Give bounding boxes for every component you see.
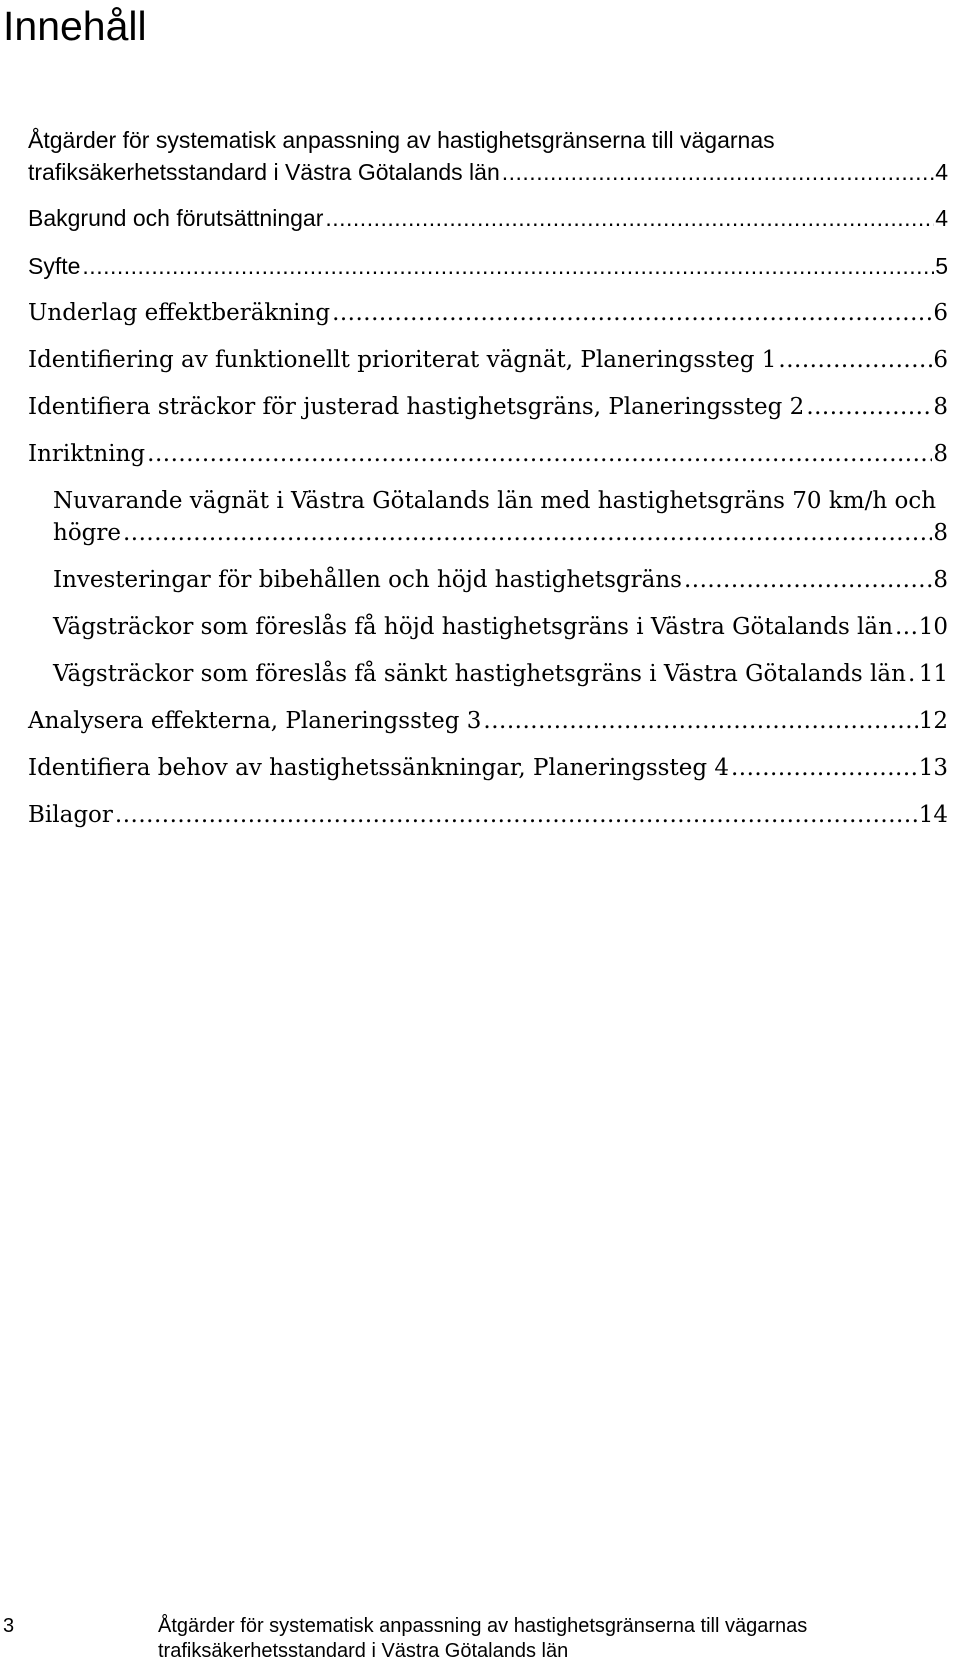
toc-page-number: 13 [918, 755, 948, 781]
toc-entry-syfte[interactable] [28, 250, 948, 282]
toc-entry-label: Syfte [28, 253, 81, 279]
dot-leader [806, 391, 932, 423]
toc-entry-label: Investeringar för bibehållen och höjd hastighetsgräns [53, 567, 682, 593]
toc-page-number: 14 [918, 802, 948, 828]
toc-entry-analysera[interactable] [28, 705, 948, 737]
toc-entry-hojd-hastighetsgrans[interactable] [53, 611, 948, 643]
toc-entry-label: trafiksäkerhetsstandard i Västra Götalands län [28, 159, 500, 185]
dot-leader [325, 202, 934, 234]
toc-entry-label: Bilagor [28, 802, 113, 828]
toc-page-number: 8 [933, 567, 948, 593]
toc-page-number: 6 [933, 300, 948, 326]
toc-entry-label: Identifiera sträckor för justerad hastighetsgräns, Planeringssteg 2 [28, 394, 805, 420]
toc-entry-underlag[interactable] [28, 297, 948, 329]
dot-leader [684, 564, 932, 596]
dot-leader [82, 250, 934, 282]
dot-leader [731, 752, 918, 784]
toc-entry-bilagor[interactable] [28, 799, 948, 831]
dot-leader [123, 517, 932, 549]
toc-entry-label: Vägsträckor som föreslås få sänkt hastighetsgräns i Västra Götalands län [53, 661, 906, 687]
footer-title: Åtgärder för systematisk anpassning av hastighetsgränserna till vägarnas trafiksäkerhetsstandard i Västra Götalands län [158, 1615, 808, 1662]
dot-leader [147, 438, 932, 470]
dot-leader [778, 344, 932, 376]
toc-page-number: 8 [933, 394, 948, 420]
toc-page-number: 6 [933, 347, 948, 373]
toc-entry-label: Vägsträckor som föreslås få höjd hastighetsgräns i Västra Götalands län [53, 614, 893, 640]
toc-entry-inriktning[interactable] [28, 438, 948, 470]
footer-page-number: 3 [3, 1615, 15, 1637]
dot-leader [895, 611, 918, 643]
toc-page-number: 8 [933, 520, 948, 546]
toc-page-number: 8 [933, 441, 948, 467]
toc-page-number: 11 [918, 661, 948, 687]
toc-entry-atgarder[interactable] [28, 124, 948, 188]
toc-page-number: 4 [935, 205, 948, 231]
toc-page-number: 12 [918, 708, 948, 734]
toc-entry-bakgrund[interactable] [28, 202, 948, 234]
dot-leader [115, 799, 918, 831]
dot-leader [332, 297, 932, 329]
toc-entry-identifiera-strackor[interactable] [28, 391, 948, 423]
toc-entry-identifiera-behov[interactable] [28, 752, 948, 784]
toc-page-number: 10 [918, 614, 948, 640]
toc-entry-label: Identifiera behov av hastighetssänkningar, Planeringssteg 4 [28, 755, 729, 781]
page-title: Innehåll [3, 3, 147, 49]
toc-entry-label: Analysera effekterna, Planeringssteg 3 [28, 708, 482, 734]
dot-leader [483, 705, 917, 737]
toc-entry-sankt-hastighetsgrans[interactable] [53, 658, 948, 690]
toc-entry-label: Inriktning [28, 441, 146, 467]
toc-entry-label: Underlag effektberäkning [28, 300, 331, 326]
toc-entry-label: Bakgrund och förutsättningar [28, 205, 324, 231]
toc-entry-label-line1: Nuvarande vägnät i Västra Götalands län med hastighetsgräns 70 km/h och [53, 488, 937, 514]
toc-entry-label-line1: Åtgärder för systematisk anpassning av hastighetsgränserna till vägarnas [28, 127, 775, 153]
toc-entry-identifiering[interactable] [28, 344, 948, 376]
toc-entry-label: högre [53, 520, 121, 546]
dot-leader [908, 658, 918, 690]
dot-leader [502, 156, 934, 188]
toc-entry-investeringar[interactable] [53, 564, 948, 596]
toc-page-number: 5 [935, 253, 948, 279]
toc-page-number: 4 [935, 159, 948, 185]
toc-entry-label: Identifiering av funktionellt prioriterat vägnät, Planeringssteg 1 [28, 347, 777, 373]
toc-entry-nuvarande-vagnat[interactable] [53, 485, 948, 549]
